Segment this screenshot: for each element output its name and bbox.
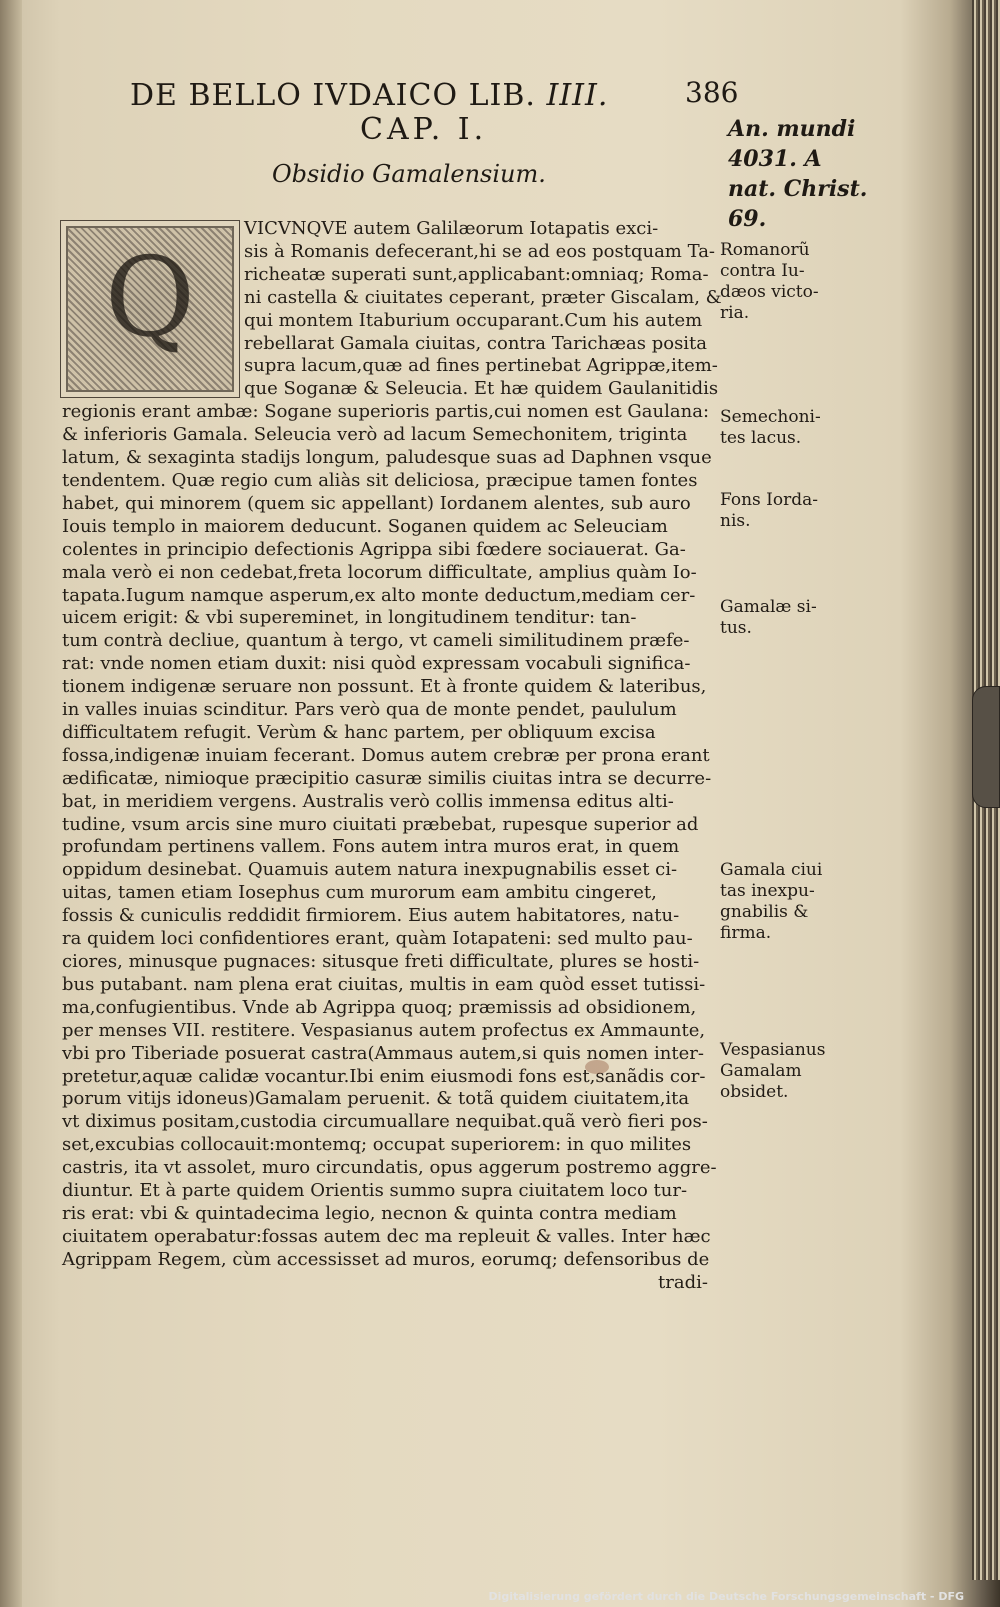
margin-note — [720, 490, 855, 532]
text-line: tendentem. Quæ regio cum aliàs sit deliciosa, præcipue tamen fontes — [62, 469, 698, 491]
text-line: ciuitatem operabatur:fossas autem dec ma repleuit & valles. Inter hæc — [62, 1225, 711, 1247]
text-line: ni castella & ciuitates ceperant, præter Giscalam, & — [244, 286, 722, 308]
text-line: vt diximus positam,custodia circumuallare nequibat.quã verò fieri pos- — [62, 1111, 708, 1133]
text-line: Agrippam Regem, cùm accessisset ad muros, eorumq; defensoribus de — [62, 1248, 710, 1270]
text-line: ris erat: vbi & quintadecima legio, necnon & quinta contra mediam — [62, 1202, 677, 1224]
text-line: VICVNQVE autem Galilæorum Iotapatis exci- — [244, 218, 659, 239]
margin-note-line: contra Iu- — [720, 261, 805, 281]
text-line: uicem erigit: & vbi supereminet, in longitudinem tenditur: tan- — [62, 607, 637, 629]
text-line: uitas, tamen etiam Iosephus cum murorum eam ambitu cingeret, — [62, 882, 657, 904]
text-line: fossa,indigenæ inuiam fecerant. Domus autem crebræ per prona erant — [62, 744, 710, 766]
text-line: pretetur,aquæ calidæ vocantur.Ibi enim eiusmodi fons est,sanãdis cor- — [62, 1065, 706, 1087]
text-line: & inferioris Gamala. Seleucia verò ad lacum Semechonitem, triginta — [62, 424, 688, 446]
printed-page — [40, 60, 868, 1570]
text-line: tionem indigenæ seruare non possunt. Et à fronte quidem & lateribus, — [62, 676, 707, 698]
chapter-subtitle: Obsidio Gamalensium. — [272, 160, 546, 188]
text-line: tum contrà decliue, quantum à tergo, vt cameli similitudinem præfe- — [62, 630, 690, 652]
text-line: fossis & cuniculis reddidit firmiorem. Eius autem habitatores, natu- — [62, 905, 680, 927]
text-line: qui montem Itaburium occuparant.Cum his autem — [244, 309, 703, 331]
text-line: per menses VII. restitere. Vespasianus autem profectus ex Ammaunte, — [62, 1019, 706, 1041]
text-line: colentes in principio defectionis Agrippa sibi fœdere sociauerat. Ga- — [62, 538, 686, 560]
text-line: ma,confugientibus. Vnde ab Agrippa quoq; præmissis ad obsidionem, — [62, 996, 697, 1018]
binding-gutter — [0, 0, 22, 1607]
margin-note-line: Fons Iorda- — [720, 490, 819, 510]
margin-note-line: tas inexpu- — [720, 881, 815, 901]
text-line: diuntur. Et à parte quidem Orientis summo supra ciuitatem loco tur- — [62, 1180, 688, 1202]
side-date-line: An. mundi — [728, 116, 856, 142]
folio-number: 386 — [685, 76, 739, 109]
text-line: que Soganæ & Seleucia. Et hæ quidem Gaulanitidis — [244, 378, 719, 400]
text-line: sis à Romanis defecerant,hi se ad eos postquam Ta- — [244, 240, 716, 262]
side-date-line: nat. Christ. — [728, 176, 868, 202]
margin-note-line: obsidet. — [720, 1082, 789, 1102]
text-line: tapata.Iugum namque asperum,ex alto monte deductum,mediam cer- — [62, 584, 696, 606]
text-line: supra lacum,quæ ad fines pertinebat Agrippæ,item- — [244, 355, 718, 377]
text-line: vbi pro Tiberiade posuerat castra(Ammaus autem,si quis nomen inter- — [62, 1042, 704, 1064]
initial-letter: Q — [104, 233, 196, 361]
running-head-title: DE BELLO IVDAICO LIB. — [130, 78, 536, 113]
margin-note-line: gnabilis & — [720, 902, 809, 922]
margin-note-line: dæos victo- — [720, 282, 819, 302]
text-line: latum, & sexaginta stadijs longum, paludesque suas ad Daphnen vsque — [62, 447, 712, 469]
text-line: bus putabant. nam plena erat ciuitas, multis in eam quòd esset tutissi- — [62, 973, 706, 995]
margin-note-line: Gamala ciui — [720, 860, 823, 880]
side-date-line: 69. — [728, 206, 767, 232]
text-line: ædificatæ, nimioque præcipitio casuræ similis ciuitas intra se decurre- — [62, 767, 712, 789]
text-line: mala verò ei non cedebat,freta locorum difficultate, amplius quàm Io- — [62, 561, 697, 583]
text-line: difficultatem refugit. Verùm & hanc partem, per obliquum excisa — [62, 721, 656, 743]
margin-note-line: Gamalæ si- — [720, 597, 817, 617]
margin-note-line: firma. — [720, 923, 772, 943]
text-line: rat: vnde nomen etiam duxit: nisi quòd expressam vocabuli significa- — [62, 653, 691, 675]
text-line: rebellarat Gamala ciuitas, contra Tarichæas posita — [244, 332, 708, 354]
side-date — [728, 114, 868, 234]
margin-note — [720, 407, 855, 449]
body-text — [62, 218, 727, 1295]
text-line: porum vitijs idoneus)Gamalam peruenit. & totã quidem ciuitatem,ita — [62, 1088, 690, 1110]
text-line: regionis erant ambæ: Sogane superioris partis,cui nomen est Gaulana: — [62, 401, 710, 423]
text-line: richeatæ superati sunt,applicabant:omniaq; Roma- — [244, 263, 709, 285]
side-date-line: 4031. A — [728, 146, 822, 172]
text-line: in valles inuias scinditur. Pars verò qua de monte pendet, paululum — [62, 699, 677, 721]
running-head-book: IIII. — [546, 78, 609, 113]
text-line: profundam pertinens vallem. Fons autem intra muros erat, in quem — [62, 836, 680, 858]
text-line: habet, qui minorem (quem sic appellant) Iordanem alentes, sub auro — [62, 492, 691, 514]
margin-note-line: tes lacus. — [720, 428, 802, 448]
margin-note-line: Gamalam — [720, 1061, 802, 1081]
chapter-heading: CAP. I. — [360, 112, 488, 147]
margin-note-line: tus. — [720, 618, 752, 638]
ink-stain — [585, 1060, 609, 1074]
text-line: ciores, minusque pugnaces: situsque freti difficultate, plures se hosti- — [62, 951, 700, 972]
digitization-credit: Digitalisierung gefördert durch die Deutsche Forschungsgemeinschaft - DFG — [488, 1590, 964, 1603]
margin-note-line: Vespasianus — [720, 1040, 826, 1060]
text-line: bat, in meridiem vergens. Australis verò collis immensa editus alti- — [62, 790, 674, 812]
text-line: ra quidem loci confidentiores erant, quàm Iotapateni: sed multo pau- — [62, 928, 693, 950]
margin-note — [720, 860, 855, 944]
margin-note — [720, 1040, 855, 1103]
margin-note-line: Romanorũ — [720, 240, 810, 260]
margin-note-line: nis. — [720, 511, 751, 531]
margin-note — [720, 240, 855, 324]
margin-note — [720, 597, 855, 639]
margin-note-line: ria. — [720, 303, 750, 323]
text-line: set,excubias collocauit:montemq; occupat superiorem: in quo milites — [62, 1134, 692, 1156]
text-line: tudine, vsum arcis sine muro ciuitati præbebat, rupesque superior ad — [62, 813, 699, 835]
text-line: oppidum desinebat. Quamuis autem natura inexpugnabilis esset ci- — [62, 859, 678, 881]
running-head — [130, 78, 750, 113]
book-clasp — [972, 686, 1000, 808]
text-line: castris, ita vt assolet, muro circundatis, opus aggerum postremo aggre- — [62, 1157, 717, 1179]
text-line: Iouis templo in maiorem deducunt. Soganen quidem ac Seleuciam — [62, 515, 668, 537]
catchword: tradi- — [658, 1271, 708, 1293]
margin-note-line: Semechoni- — [720, 407, 821, 427]
